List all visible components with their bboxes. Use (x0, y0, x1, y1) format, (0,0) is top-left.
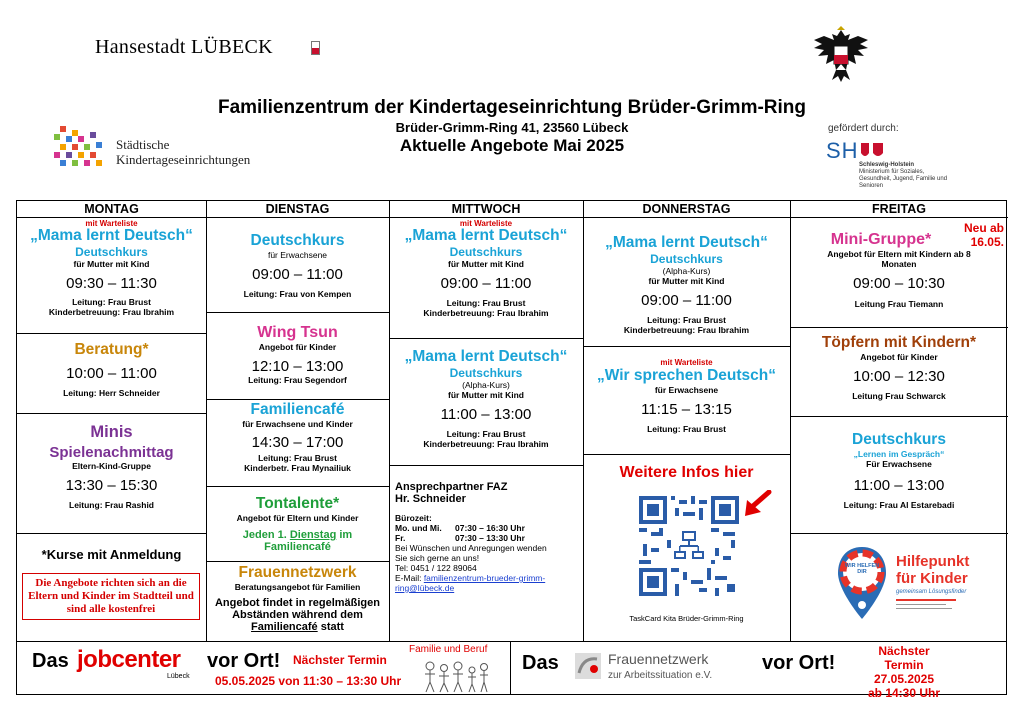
frauennetzwerk-logo-icon (573, 651, 603, 681)
city-logo-text: Hansestadt LÜBECK (95, 36, 273, 58)
address: Brüder-Grimm-Ring 41, 23560 Lübeck (395, 120, 629, 135)
jobcenter-city: Lübeck (167, 673, 190, 680)
page-title: Familienzentrum der Kindertageseinrichtung Brüder-Grimm-Ring (217, 97, 807, 118)
hilfepunkt-name: Hilfepunkt für Kinder (896, 553, 970, 587)
sh-logo: SH (826, 138, 859, 163)
fn-next-date: Nächster Termin 27.05.2025 ab 14:30 Uhr (867, 644, 941, 700)
montag-beratung: Beratung* 10:00 – 11:00 Leitung: Herr Schneider (63, 341, 160, 398)
eagle-crest-icon (810, 24, 872, 86)
qr-code[interactable] (639, 496, 739, 596)
freitag-toepfern: Töpfern mit Kindern* Angebot für Kinder 10:00 – 12:30 Leitung Frau Schwarck (821, 334, 977, 401)
mittwoch-contact: Ansprechpartner FAZ Hr. Schneider Bürozeit: Mo. und Mi. 07:30 – 16:30 Uhr Fr. 07:30 – 13:30 Uhr Bei Wünschen und Anregungen wenden Sie sich gerne an uns! Tel: 0451 / 122 89064 E-Mail: familienzentrum-brueder-grimm- ring@lübeck.de (395, 481, 547, 593)
dienstag-wing-tsun: Wing Tsun Angebot für Kinder 12:10 – 13:00 Leitung: Frau Segendorf (248, 324, 347, 385)
donnerstag-wir-sprechen-deutsch: mit Warteliste „Wir sprechen Deutsch“ für Erwachsene 11:15 – 13:15 Leitung: Frau Brust (596, 358, 776, 434)
donnerstag-more-info (583, 454, 790, 643)
free-offer-box: Die Angebote richten sich an die Eltern und Kinder im Stadtteil und sind alle kostenfrei (22, 573, 200, 620)
red-arrow-icon (743, 490, 773, 518)
fn-name: Frauennetzwerk (608, 651, 709, 667)
day-header-montag: MONTAG (17, 201, 206, 218)
helper-badge: WIR HELFEN DIR (844, 563, 880, 575)
day-header-dienstag: DIENSTAG (206, 201, 389, 218)
freitag-hilfepunkt (790, 533, 1008, 643)
family-job-label: Familie und Beruf (409, 644, 488, 655)
jobcenter-das: Das (32, 650, 69, 672)
schedule-table (16, 200, 1007, 642)
jobcenter-vor-ort: vor Ort! (207, 650, 281, 672)
fn-vor-ort: vor Ort! (762, 652, 836, 674)
dienstag-deutschkurs: Deutschkurs für Erwachsene 09:00 – 11:00 Leitung: Frau von Kempen (243, 232, 352, 299)
subtitle: Aktuelle Angebote Mai 2025 (399, 136, 625, 155)
day-header-mittwoch: MITTWOCH (389, 201, 583, 218)
freitag-deutschkurs: Deutschkurs „Lernen im Gespräch“ Für Erwachsene 11:00 – 13:00 Leitung: Frau Al Estarebadi (843, 431, 955, 510)
dienstag-familiencafe: Familiencafé für Erwachsene und Kinder 14:30 – 17:00 Leitung: Frau Brust Kinderbetr. Frau Mynailiuk (242, 401, 353, 473)
dienstag-frauennetzwerk: Frauennetzwerk Beratungsangebot für Familien Angebot findet in regelmäßigen Abständen während dem Familiencafé statt (214, 564, 380, 633)
hilfepunkt-tag: gemeinsam Lösungsfinder (896, 589, 967, 595)
jobcenter-next-label: Nächster Termin (293, 653, 387, 667)
family-figures-icon (422, 658, 492, 694)
email-link[interactable]: familienzentrum-brueder-grimm- (423, 573, 546, 583)
courses-note: *Kurse mit Anmeldung (41, 547, 182, 562)
freitag-mini-gruppe: Neu ab 16.05. Mini-Gruppe* Angebot für Eltern mit Kindern ab 8 Monaten 09:00 – 10:30 Leitung Frau Tiemann (827, 221, 1004, 309)
funded-by-label: gefördert durch: (828, 123, 899, 134)
kita-mosaic-logo (52, 126, 104, 168)
city-flag-icon (311, 41, 320, 55)
new-badge: Neu ab 16.05. (963, 221, 1004, 249)
mittwoch-mama-lernt-deutsch: mit Warteliste „Mama lernt Deutsch“ Deutschkurs für Mutter mit Kind 09:00 – 11:00 Leitung: Frau Brust Kinderbetreuung: Frau Ibrahim (404, 219, 568, 318)
email-link-cont[interactable]: ring@lübeck.de (395, 583, 455, 593)
mittwoch-mama-lernt-deutsch-alpha: „Mama lernt Deutsch“ Deutschkurs (Alpha-Kurs) für Mutter mit Kind 11:00 – 13:00 Leitung: Frau Brust Kinderbetreuung: Frau Ibrahim (404, 348, 568, 449)
sh-ministry: Schleswig-Holstein Ministerium für Soziales, Gesundheit, Jugend, Familie und Senioren (859, 162, 948, 189)
footer-bar (16, 642, 1007, 700)
day-header-donnerstag: DONNERSTAG (583, 201, 790, 218)
dienstag-tontalente: Tontalente* Angebot für Eltern und Kinder Jeden 1. Dienstag im Familiencafé (236, 495, 359, 553)
more-info-title: Weitere Infos hier (619, 464, 754, 481)
fn-sub: zur Arbeitssituation e.V. (608, 670, 713, 681)
day-header-freitag: FREITAG (790, 201, 1008, 218)
montag-info (17, 533, 206, 643)
lifebuoy-icon (834, 543, 890, 623)
jobcenter-date: 05.05.2025 von 11:30 – 13:30 Uhr (215, 674, 402, 688)
kita-logo-text: Städtische Kindertageseinrichtungen (116, 137, 251, 167)
donnerstag-mama-lernt-deutsch: „Mama lernt Deutsch“ Deutschkurs (Alpha-Kurs) für Mutter mit Kind 09:00 – 11:00 Leitung: Frau Brust Kinderbetreuung: Frau Ibrahim (605, 234, 768, 335)
fn-das: Das (522, 652, 559, 674)
jobcenter-logo: jobcenter (77, 646, 181, 673)
montag-mama-lernt-deutsch: mit Warteliste „Mama lernt Deutsch“ Deutschkurs für Mutter mit Kind 09:30 – 11:30 Leitung: Frau Brust Kinderbetreuung: Frau Ibrahim (30, 219, 193, 317)
qr-caption: TaskCard Kita Brüder-Grimm-Ring (629, 614, 744, 623)
montag-minis: Minis Spielenachmittag Eltern-Kind-Gruppe 13:30 – 15:30 Leitung: Frau Rashid (49, 423, 174, 510)
sh-crest-icon (859, 141, 885, 161)
